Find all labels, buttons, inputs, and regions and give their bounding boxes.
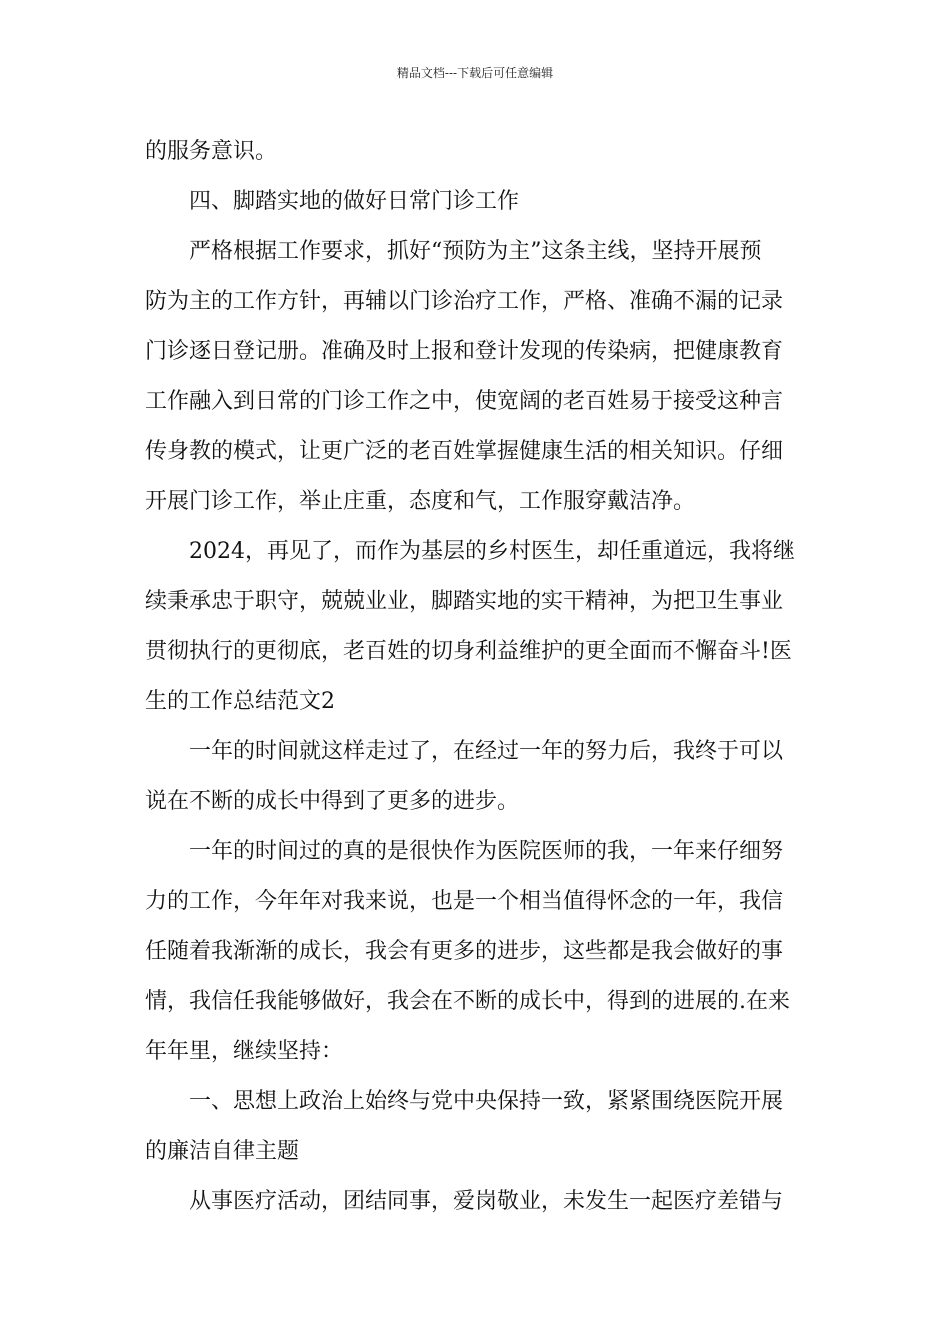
text-line: 传身教的模式，让更广泛的老百姓掌握健康生活的相关知识。仔细	[145, 439, 784, 464]
text-line: 门诊逐日登记册。准确及时上报和登计发现的传染病，把健康教育	[145, 339, 784, 364]
text-line: 一年的时间就这样走过了，在经过一年的努力后，我终于可以	[189, 739, 784, 764]
section-heading	[145, 177, 810, 227]
paragraph	[145, 527, 810, 727]
page-header: 精品文档---下载后可任意编辑	[396, 66, 554, 80]
text-line: 年年里，继续坚持：	[145, 1039, 344, 1064]
text-line: 说在不断的成长中得到了更多的进步。	[145, 789, 520, 814]
text-line: 四、脚踏实地的做好日常门诊工作	[189, 189, 520, 214]
text-line: 工作融入到日常的门诊工作之中，使宽阔的老百姓易于接受这种言	[145, 389, 784, 414]
text-line: 贯彻执行的更彻底，老百姓的切身利益维护的更全面而不懈奋斗!医	[145, 639, 792, 664]
text-line: 开展门诊工作，举止庄重，态度和气，工作服穿戴洁净。	[145, 489, 696, 514]
document-body	[145, 127, 810, 1227]
text-line: 严格根据工作要求，抓好“预防为主”这条主线，坚持开展预	[189, 239, 762, 264]
paragraph	[145, 727, 810, 827]
text-line: 续秉承忠于职守，兢兢业业，脚踏实地的实干精神，为把卫生事业	[145, 589, 784, 614]
text-line: 任随着我渐渐的成长，我会有更多的进步，这些都是我会做好的事	[145, 939, 784, 964]
paragraph	[145, 1177, 810, 1227]
text-line: 的廉洁自律主题	[145, 1139, 300, 1164]
paragraph	[145, 227, 810, 527]
paragraph	[145, 127, 810, 177]
text-line: 防为主的工作方针，再辅以门诊治疗工作，严格、准确不漏的记录	[145, 289, 784, 314]
text-line: 情，我信任我能够做好，我会在不断的成长中，得到的进展的.在来	[145, 989, 790, 1014]
text-line: 从事医疗活动，团结同事，爱岗敬业，未发生一起医疗差错与	[189, 1189, 784, 1214]
text-line: 一、思想上政治上始终与党中央保持一致，紧紧围绕医院开展	[189, 1089, 784, 1114]
text-line: 一年的时间过的真的是很快作为医院医师的我，一年来仔细努	[189, 839, 784, 864]
text-line: 力的工作，今年年对我来说，也是一个相当值得怀念的一年，我信	[145, 889, 784, 914]
text-line: 的服务意识。	[145, 139, 278, 164]
section-heading	[145, 1077, 810, 1177]
text-line: 2024，再见了，而作为基层的乡村医生，却任重道远，我将继	[189, 539, 795, 564]
paragraph	[145, 827, 810, 1077]
text-line: 生的工作总结范文2	[145, 689, 335, 714]
